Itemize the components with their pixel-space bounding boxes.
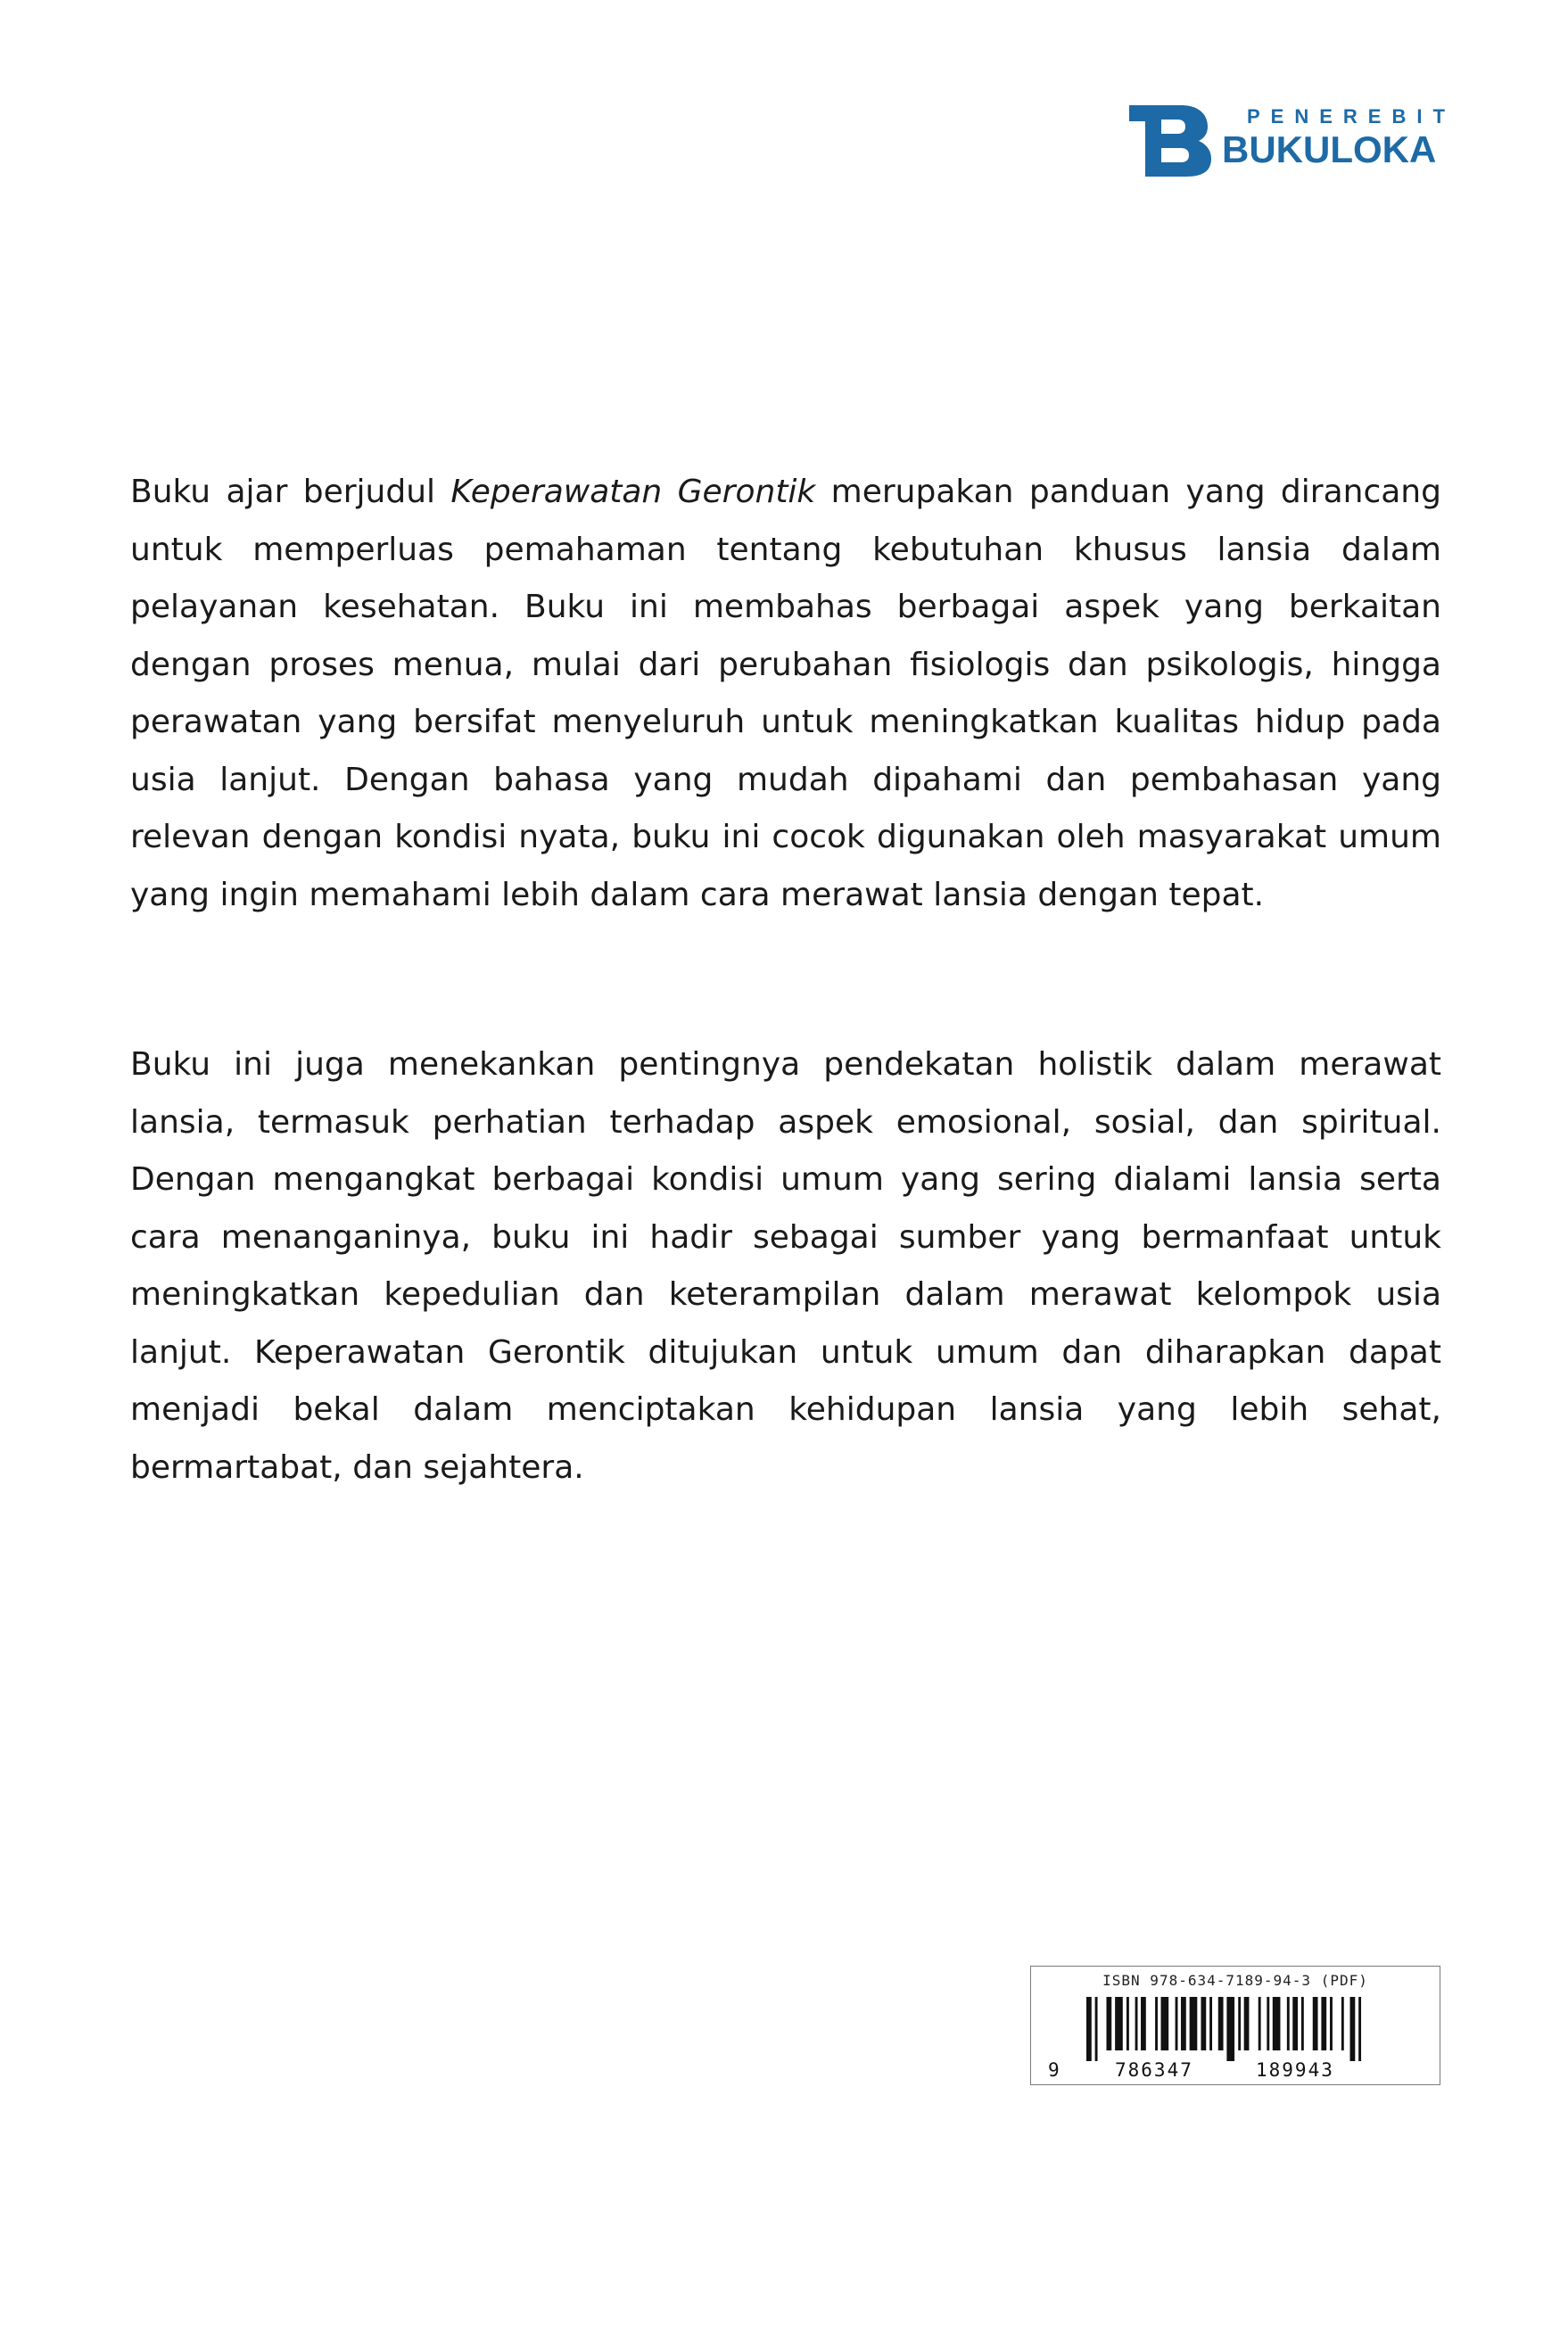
barcode-bar [1226,1997,1234,2061]
synopsis-paragraph-1 [130,464,1441,924]
barcode-bar [1095,1997,1098,2061]
barcode-bar [1238,1997,1241,2050]
barcode-bar [1181,1997,1186,2050]
barcode-bar [1313,1997,1318,2050]
synopsis-p1-rest: merupakan panduan yang dirancang untuk memperluas pemahaman tentang kebutuhan khusus lansia dalam pelayanan kesehatan. Buku ini membahas berbagai aspek yang berkaitan dengan proses menua, mulai dari perubahan fisiologis dan psikologis, hingga perawatan yang bersifat menyeluruh untuk meningkatkan kualitas hidup pada usia lanjut. Dengan bahasa yang mudah dipahami dan pembahasan yang relevan dengan kondisi nyata, buku ini cocok digunakan oleh masyarakat umum yang ingin memahami lebih dalam cara merawat lansia dengan tepat. [130,474,1441,913]
barcode-bar [1259,1997,1261,2050]
barcode-bar [1155,1997,1158,2050]
barcode-bar [1218,1997,1224,2050]
synopsis-paragraph-2: Buku ini juga menekankan pentingnya pendekatan holistik dalam merawat lansia, termasuk perhatian terhadap aspek emosional, sosial, dan spiritual. Dengan mengangkat berbagai kondisi umum yang sering dialami lansia serta cara menanganinya, buku ini hadir sebagai sumber yang bermanfaat untuk meningkatkan kepedulian dan keterampilan dalam merawat kelompok usia lanjut. Keperawatan Gerontik ditujukan untuk umum dan diharapkan dapat menjadi bekal dalam menciptakan kehidupan lansia yang lebih sehat, bermartabat, dan sejahtera. [130,1046,1441,1486]
barcode-bar [1190,1997,1198,2050]
barcode-bar [1209,1997,1212,2050]
barcode-bar [1201,1997,1206,2050]
barcode-bar [1321,1997,1326,2050]
barcode-bar [1106,1997,1111,2050]
barcode-bar [1287,1997,1290,2050]
b-logo-icon [1126,96,1213,177]
barcode-bar [1330,1997,1333,2050]
barcode-icon [1086,1997,1370,2061]
barcode-bar [1267,1997,1269,2050]
barcode-bar [1176,1997,1178,2050]
publisher-prefix: PENEREBIT [1247,105,1456,128]
publisher-logo [1126,96,1456,177]
isbn-digits-right: 189943 [1256,2059,1334,2081]
barcode-bar [1086,1997,1092,2061]
barcode-bar [1141,1997,1146,2050]
barcode-bar [1301,1997,1304,2050]
isbn-digit-first: 9 [1048,2059,1060,2081]
barcode-bar [1126,1997,1129,2050]
barcode-bar [1292,1997,1298,2050]
barcode-bar [1115,1997,1123,2050]
publisher-name: BUKULOKA [1222,128,1437,170]
barcode-bar [1244,1997,1250,2050]
synopsis-p1-lead: Buku ajar berjudul [130,474,451,510]
barcode-bar [1161,1997,1169,2050]
barcode-bar [1350,1997,1356,2061]
isbn-barcode-box [1030,1966,1440,2085]
book-title-inline: Keperawatan Gerontik [450,474,816,510]
barcode-bar [1135,1997,1138,2050]
barcode-bar [1358,1997,1361,2061]
isbn-digits-left: 786347 [1115,2059,1193,2081]
barcode-bar [1341,1997,1344,2050]
isbn-label: ISBN 978-634-7189-94-3 (PDF) [1102,1972,1368,1989]
barcode-bar [1273,1997,1281,2050]
